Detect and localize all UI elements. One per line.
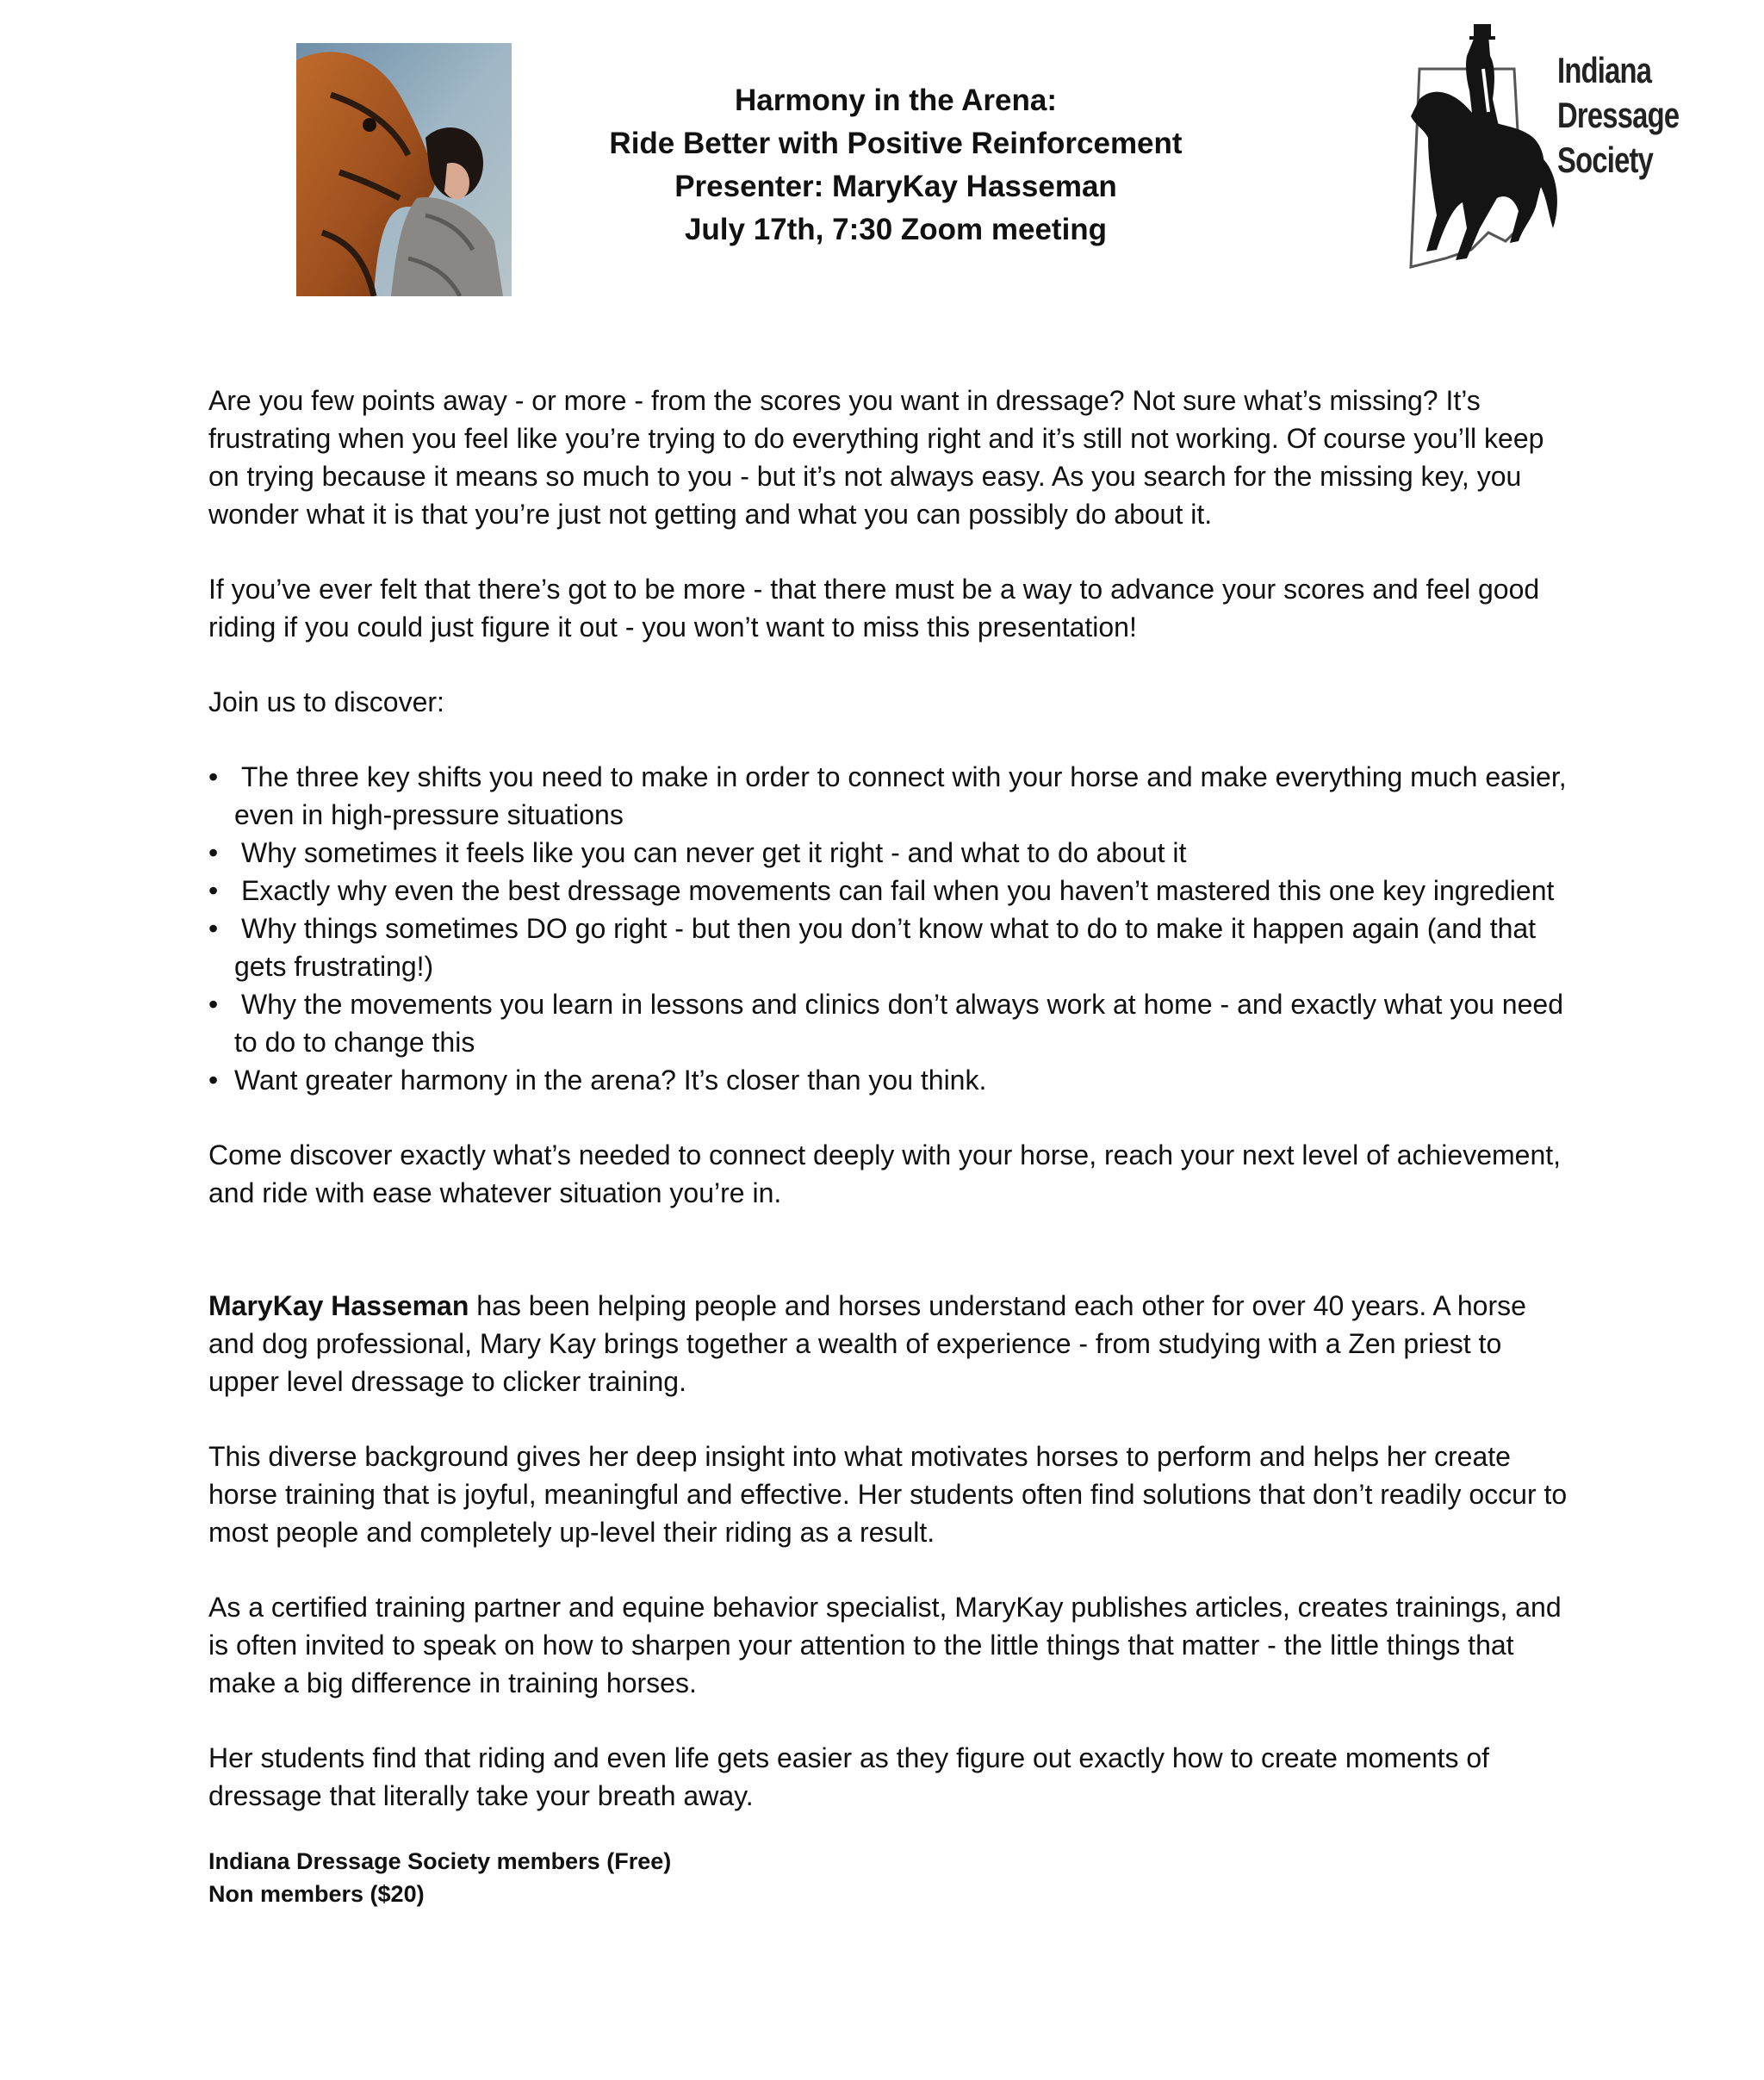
intro-paragraph-2: If you’ve ever felt that there’s got to be more - that there must be a way to advance your scores and feel good riding if you could just figure it out - you won’t want to miss this presentation! bbox=[208, 574, 1540, 643]
list-item: • Why things sometimes DO go right - but then you don’t know what to do to make it happen again (and that gets frustrating!) bbox=[208, 910, 1578, 985]
bio-paragraph-1: MaryKay Hasseman has been helping people and horses understand each other for over 40 years. A horse and dog professional, Mary Kay brings together a wealth of experience - from studying with a Zen priest to upper level dressage to clicker training. bbox=[208, 1290, 1526, 1397]
list-item: • Why sometimes it feels like you can never get it right - and what to do about it bbox=[208, 834, 1578, 872]
event-subtitle: Ride Better with Positive Reinforcement bbox=[609, 127, 1183, 160]
discover-heading: Join us to discover: bbox=[208, 686, 444, 717]
closing-paragraph: Come discover exactly what’s needed to connect deeply with your horse, reach your next level of achievement, and ride with ease whatever situation you’re in. bbox=[208, 1139, 1562, 1208]
flyer-body bbox=[208, 382, 1578, 1910]
event-date: July 17th, 7:30 Zoom meeting bbox=[684, 213, 1108, 246]
society-logo-text: Indiana Dressage Society bbox=[1557, 50, 1680, 180]
member-price: Indiana Dressage Society members (Free) bbox=[208, 1848, 672, 1874]
list-item: • Why the movements you learn in lessons and clinics don’t always work at home - and exactly what you need to do to change this bbox=[208, 985, 1578, 1061]
intro-paragraph-1: Are you few points away - or more - from the scores you want in dressage? Not sure what’s missing? It’s frustrating when you feel like you’re trying to do everything right and it’s still not working. Of course you’ll keep on trying because it means so much to you - but it’s not always easy. As you search for the missing key, you wonder what it is that you’re just not getting and what you can possibly do about it. bbox=[208, 385, 1544, 530]
presenter-photo bbox=[296, 43, 512, 296]
presenter-line: Presenter: MaryKay Hasseman bbox=[674, 170, 1117, 203]
bio-paragraph-3: As a certified training partner and equine behavior specialist, MaryKay publishes articles, creates trainings, and is often invited to speak on how to sharpen your attention to the little things that matter - the little things that make a big difference in training horses. bbox=[208, 1592, 1562, 1698]
event-title: Harmony in the Arena: bbox=[734, 84, 1058, 117]
pricing bbox=[208, 1845, 1578, 1910]
bio-paragraph-2: This diverse background gives her deep insight into what motivates horses to perform and helps her create horse training that is joyful, meaningful and effective. Her students often find solutions that don’t readily occur to most people and completely up-level their riding as a result. bbox=[208, 1441, 1568, 1548]
non-member-price: Non members ($20) bbox=[208, 1881, 425, 1907]
society-logo bbox=[1394, 17, 1686, 276]
dressage-rider-icon bbox=[1394, 17, 1566, 276]
presenter-name: MaryKay Hasseman bbox=[208, 1290, 469, 1321]
discover-list bbox=[208, 758, 1578, 1099]
event-header bbox=[517, 79, 1275, 251]
list-item: • Want greater harmony in the arena? It’s closer than you think. bbox=[208, 1061, 1578, 1099]
bio-paragraph-4: Her students find that riding and even life gets easier as they figure out exactly how to create moments of dressage that literally take your breath away. bbox=[208, 1742, 1490, 1811]
list-item: • The three key shifts you need to make in order to connect with your horse and make everything much easier, even in high-pressure situations bbox=[208, 758, 1578, 834]
list-item: • Exactly why even the best dressage movements can fail when you haven’t mastered this one key ingredient bbox=[208, 872, 1578, 910]
